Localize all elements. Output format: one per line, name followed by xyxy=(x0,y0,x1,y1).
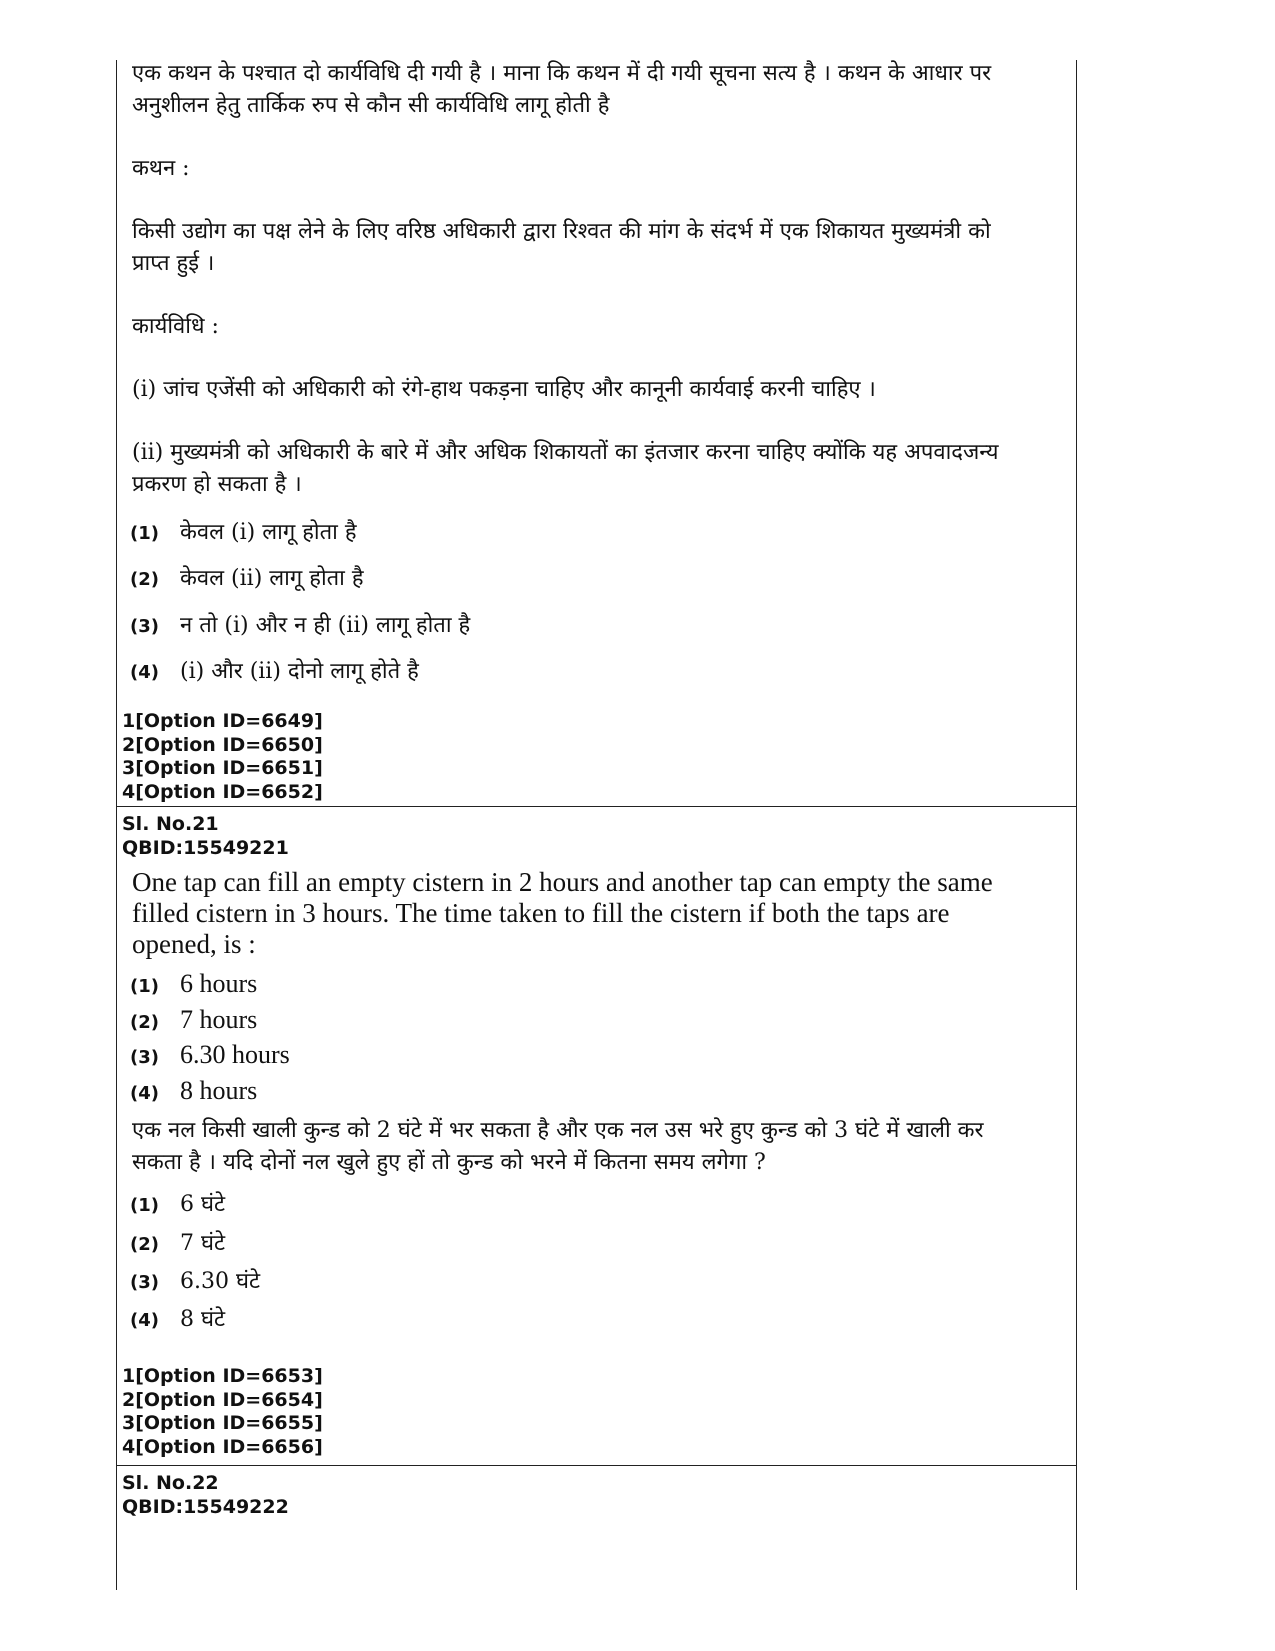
q21-question-hi: एक नल किसी खाली कुन्ड को 2 घंटे में भर सकता है और एक नल उस भरे हुए कुन्ड को 3 घंटे में खाली कर सकता है । यदि दोनों नल खुले हुए हों तो कुन्ड को भरने में कितना समय लगेगा ? xyxy=(132,1118,984,1175)
serial-number: Sl. No.21 xyxy=(122,813,219,835)
q20-intro-text: एक कथन के पश्चात दो कार्यविधि दी गयी है । माना कि कथन में दी गयी सूचना सत्य है । कथन के आधार पर अनुशीलन हेतु तार्किक रुप से कौन सी कार्यविधि लागू होती है xyxy=(132,61,992,118)
q20-action-1: (i) जांच एजेंसी को अधिकारी को रंगे-हाथ पकड़ना चाहिए और कानूनी कार्यवाई करनी चाहिए । xyxy=(132,377,876,402)
q21-option-ids: 1[Option ID=6653] 2[Option ID=6654] 3[Option ID=6655] 4[Option ID=6656] xyxy=(122,1365,323,1458)
q21-option-hi-1: (1) 6 घंटे xyxy=(130,1192,226,1217)
q21-option-en-3: (3) 6.30 hours xyxy=(130,1040,290,1069)
q21-option-en-1: (1) 6 hours xyxy=(130,969,258,998)
q22-header xyxy=(122,1472,289,1519)
q20-option-ids: 1[Option ID=6649] 2[Option ID=6650] 3[Option ID=6651] 4[Option ID=6652] xyxy=(122,710,323,803)
q20-option-3: (3) न तो (i) और न ही (ii) लागू होता है xyxy=(130,613,471,638)
q21-option-hi-4: (4) 8 घंटे xyxy=(130,1307,226,1332)
q20-option-4: (4) (i) और (ii) दोनो लागू होते है xyxy=(130,659,419,684)
q21-header xyxy=(122,813,289,860)
q21-option-en-4: (4) 8 hours xyxy=(130,1076,258,1105)
q20-intro xyxy=(132,58,1032,122)
q20-statement: किसी उद्योग का पक्ष लेने के लिए वरिष्ठ अधिकारी द्वारा रिश्वत की मांग के संदर्भ में एक शिकायत मुख्यमंत्री को प्राप्त हुई । xyxy=(132,219,991,276)
qbid: QBID:15549222 xyxy=(122,1495,289,1518)
divider xyxy=(116,1465,1077,1466)
qbid: QBID:15549221 xyxy=(122,836,289,859)
q20-action-2: (ii) मुख्यमंत्री को अधिकारी के बारे में और अधिक शिकायतों का इंतजार करना चाहिए क्योंकि यह अपवादजन्य प्रकरण हो सकता है । xyxy=(132,440,999,497)
q21-option-hi-3: (3) 6.30 घंटे xyxy=(130,1269,261,1294)
q21-option-en-2: (2) 7 hours xyxy=(130,1005,258,1034)
q20-option-2: (2) केवल (ii) लागू होता है xyxy=(130,566,364,591)
divider xyxy=(116,806,1077,807)
q20-actions-label: कार्यविधि : xyxy=(132,314,219,339)
serial-number: Sl. No.22 xyxy=(122,1472,219,1494)
q20-option-1: (1) केवल (i) लागू होता है xyxy=(130,520,357,545)
q21-question-en: One tap can fill an empty cistern in 2 hours and another tap can empty the same filled cistern in 3 hours. The time taken to fill the cistern if both the taps are opened, is : xyxy=(132,867,993,959)
q21-option-hi-2: (2) 7 घंटे xyxy=(130,1231,226,1256)
q20-statement-label: कथन : xyxy=(132,156,190,181)
